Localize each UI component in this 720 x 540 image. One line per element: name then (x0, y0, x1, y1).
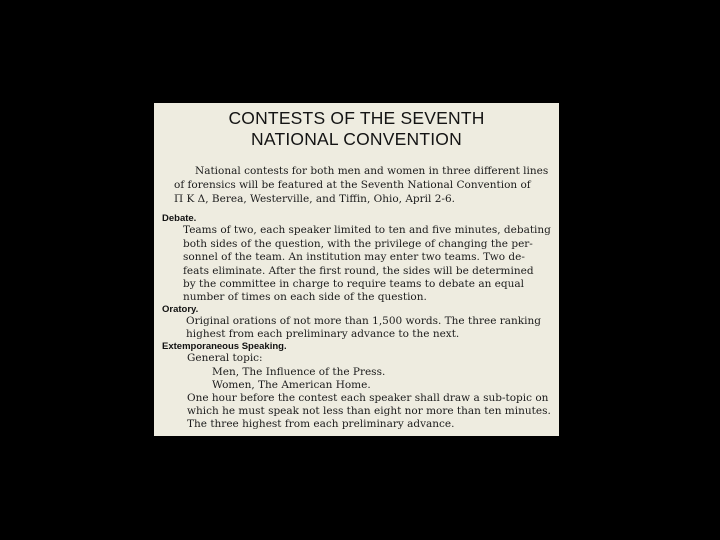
women-topic: Women, The American Home. (212, 379, 371, 391)
oratory-heading: Oratory. (162, 304, 199, 315)
extemp-line-3: The three highest from each preliminary advance. (187, 418, 455, 430)
title-line-1: CONTESTS OF THE SEVENTH (228, 108, 485, 128)
extemp-line-1: One hour before the contest each speaker shall draw a sub-topic on (187, 392, 549, 404)
debate-line-4: feats eliminate. After the first round, the sides will be determined (183, 265, 534, 277)
debate-line-2: both sides of the question, with the privilege of changing the per- (183, 238, 533, 250)
intro-line-2: of forensics will be featured at the Seventh National Convention of (174, 179, 531, 191)
men-topic: Men, The Influence of the Press. (212, 366, 386, 378)
debate-heading: Debate. (162, 213, 197, 224)
debate-line-1: Teams of two, each speaker limited to ten and five minutes, debating (183, 224, 551, 236)
oratory-line-2: highest from each preliminary advance to the next. (186, 328, 460, 340)
debate-line-5: by the committee in charge to require teams to debate an equal (183, 278, 524, 290)
extemp-line-2: which he must speak not less than eight nor more than ten minutes. (187, 405, 551, 417)
oratory-line-1: Original orations of not more than 1,500 words. The three ranking (186, 315, 541, 327)
document-page (154, 103, 559, 436)
intro-line-3: Π Κ Δ, Berea, Westerville, and Tiffin, Ohio, April 2-6. (174, 193, 455, 205)
title-line-2: NATIONAL CONVENTION (251, 129, 462, 149)
extemp-heading: Extemporaneous Speaking. (162, 341, 287, 352)
intro-line-1: National contests for both men and women in three different lines (195, 165, 549, 177)
general-topic-label: General topic: (187, 352, 263, 364)
debate-line-6: number of times on each side of the question. (183, 291, 427, 303)
debate-line-3: sonnel of the team. An institution may enter two teams. Two de- (183, 251, 525, 263)
